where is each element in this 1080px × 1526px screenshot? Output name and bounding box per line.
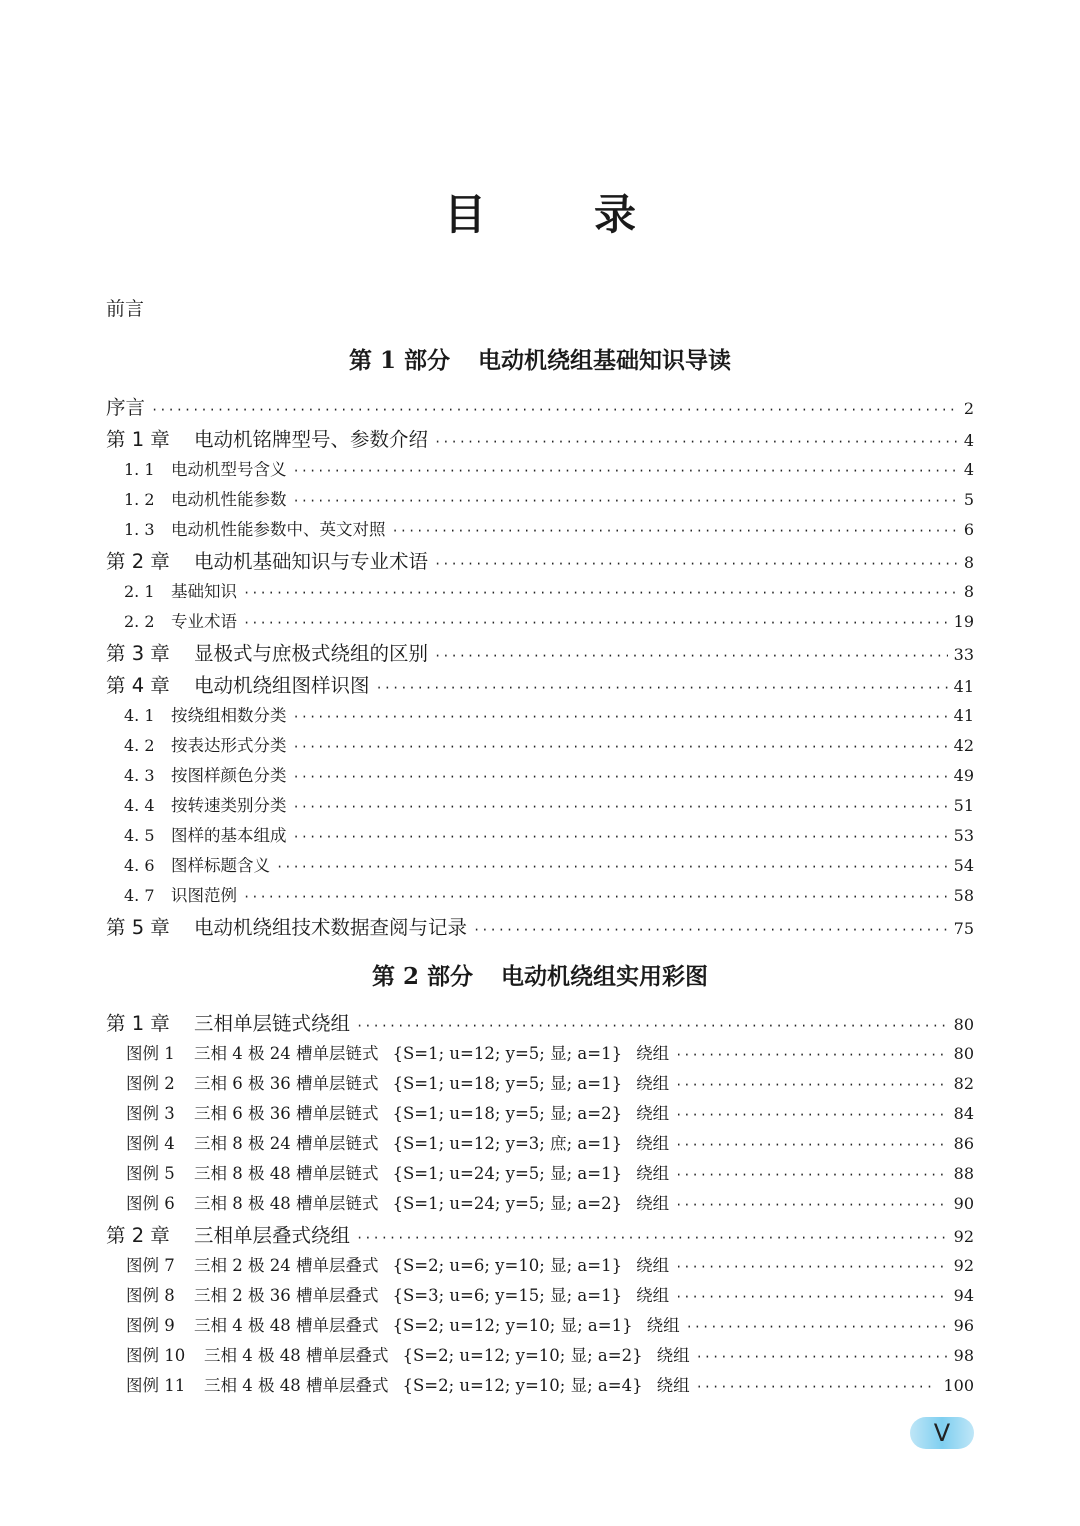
page-number: 94 (953, 1286, 974, 1305)
section-title: 基础知识 (171, 582, 237, 601)
toc-section-row[interactable] (106, 456, 974, 486)
example-title: 三相 8 极 24 槽单层链式 (194, 1134, 379, 1153)
page-number: 33 (953, 645, 974, 664)
toc-part-1 (106, 392, 974, 944)
toc-chapter-row[interactable] (106, 638, 974, 670)
page-number: 4 (963, 431, 974, 450)
chapter-number: 第 2 章 (106, 550, 170, 573)
dot-leader (675, 1198, 948, 1212)
example-number: 图例 1 (126, 1044, 175, 1063)
dot-leader (356, 1231, 948, 1245)
toc-entry-label (124, 516, 386, 540)
dot-leader (696, 1380, 938, 1394)
section-title: 按表达形式分类 (171, 736, 287, 755)
dot-leader (434, 435, 958, 449)
page-number: 75 (953, 919, 974, 938)
part-2-title: 电动机绕组实用彩图 (501, 963, 709, 990)
example-params: {S=1; u=12; y=5; 显; a=1} (392, 1044, 623, 1063)
section-number: 4. 3 (124, 766, 155, 785)
dot-leader (243, 616, 948, 630)
toc-entry-label (126, 1190, 669, 1214)
example-title: 三相 4 极 48 槽单层叠式 (204, 1346, 389, 1365)
dot-leader (151, 403, 958, 417)
toc-entry-label (124, 852, 270, 876)
section-title: 电动机性能参数 (171, 490, 287, 509)
chapter-title: 序言 (106, 396, 146, 419)
section-number: 1. 1 (124, 460, 155, 479)
dot-leader (675, 1108, 948, 1122)
toc-example-row[interactable] (106, 1190, 974, 1220)
dot-leader (293, 800, 948, 814)
toc-section-row[interactable] (106, 702, 974, 732)
example-suffix: 绕组 (636, 1256, 670, 1275)
page-number: 54 (953, 856, 974, 875)
page-number: 80 (953, 1015, 974, 1034)
page-number: 5 (963, 490, 974, 509)
chapter-number: 第 4 章 (106, 674, 170, 697)
toc-chapter-row[interactable] (106, 424, 974, 456)
page-number: 80 (953, 1044, 974, 1063)
toc-section-row[interactable] (106, 516, 974, 546)
toc-entry-label (106, 912, 467, 940)
example-suffix: 绕组 (656, 1376, 690, 1395)
example-title: 三相 4 极 48 槽单层叠式 (204, 1376, 389, 1395)
section-title: 按图样颜色分类 (171, 766, 287, 785)
example-title: 三相 6 极 36 槽单层链式 (194, 1074, 379, 1093)
page-number: 100 (943, 1376, 974, 1395)
dot-leader (276, 860, 948, 874)
section-title: 按转速类别分类 (171, 796, 287, 815)
toc-entry-label (126, 1342, 690, 1366)
example-title: 三相 6 极 36 槽单层链式 (194, 1104, 379, 1123)
dot-leader (293, 464, 958, 478)
dot-leader (675, 1078, 948, 1092)
chapter-title: 电动机基础知识与专业术语 (194, 550, 429, 573)
chapter-title: 显极式与庶极式绕组的区别 (194, 642, 429, 665)
example-suffix: 绕组 (636, 1044, 670, 1063)
page-number: 53 (953, 826, 974, 845)
toc-entry-label (106, 670, 370, 698)
page-number: 82 (953, 1074, 974, 1093)
chapter-number: 第 5 章 (106, 916, 170, 939)
toc-example-row[interactable] (106, 1282, 974, 1312)
toc-entry-label (124, 792, 287, 816)
section-number: 4. 1 (124, 706, 155, 725)
page-number: 8 (963, 582, 974, 601)
toc-entry-label (126, 1040, 669, 1064)
part-1-title: 电动机绕组基础知识导读 (478, 347, 732, 374)
toc-entry-label (126, 1282, 669, 1306)
dot-leader (675, 1260, 948, 1274)
example-params: {S=2; u=12; y=10; 显; a=4} (402, 1376, 643, 1395)
page-title (0, 182, 1080, 242)
example-suffix: 绕组 (636, 1074, 670, 1093)
example-params: {S=1; u=18; y=5; 显; a=1} (392, 1074, 623, 1093)
toc-example-row[interactable] (106, 1342, 974, 1372)
toc-example-row[interactable] (106, 1312, 974, 1342)
title-char-2: 录 (594, 190, 637, 239)
example-suffix: 绕组 (656, 1346, 690, 1365)
section-number: 4. 5 (124, 826, 155, 845)
chapter-title: 三相单层叠式绕组 (194, 1224, 351, 1247)
toc-entry-label (106, 546, 428, 574)
toc-entry-label (124, 762, 287, 786)
example-suffix: 绕组 (636, 1164, 670, 1183)
page-number: 41 (953, 677, 974, 696)
example-title: 三相 2 极 24 槽单层叠式 (194, 1256, 379, 1275)
example-number: 图例 5 (126, 1164, 175, 1183)
example-params: {S=1; u=24; y=5; 显; a=1} (392, 1164, 623, 1183)
example-params: {S=1; u=12; y=3; 庶; a=1} (392, 1134, 623, 1153)
chapter-number: 第 1 章 (106, 1012, 170, 1035)
toc-entry-label (106, 1220, 350, 1248)
chapter-title: 三相单层链式绕组 (194, 1012, 351, 1035)
section-title: 识图范例 (171, 886, 237, 905)
chapter-number: 第 3 章 (106, 642, 170, 665)
toc-example-row[interactable] (106, 1100, 974, 1130)
example-number: 图例 6 (126, 1194, 175, 1213)
toc-entry-label (126, 1372, 690, 1396)
toc-entry-label (124, 486, 287, 510)
example-suffix: 绕组 (636, 1104, 670, 1123)
page-number: 92 (953, 1227, 974, 1246)
dot-leader (293, 710, 948, 724)
dot-leader (293, 830, 948, 844)
toc-example-row[interactable] (106, 1130, 974, 1160)
dot-leader (675, 1168, 948, 1182)
toc-entry-label (124, 578, 237, 602)
dot-leader (434, 557, 958, 571)
dot-leader (675, 1138, 948, 1152)
toc-entry-label (126, 1070, 669, 1094)
dot-leader (696, 1350, 948, 1364)
toc-section-row[interactable] (106, 822, 974, 852)
page-number: 41 (953, 706, 974, 725)
toc-entry-label (126, 1160, 669, 1184)
section-number: 4. 7 (124, 886, 155, 905)
section-number: 4. 6 (124, 856, 155, 875)
example-title: 三相 4 极 48 槽单层叠式 (194, 1316, 379, 1335)
toc-entry-label (124, 882, 237, 906)
example-suffix: 绕组 (646, 1316, 680, 1335)
dot-leader (434, 649, 948, 663)
dot-leader (293, 740, 948, 754)
page-number: 2 (963, 399, 974, 418)
section-number: 2. 2 (124, 612, 155, 631)
example-params: {S=3; u=6; y=15; 显; a=1} (392, 1286, 623, 1305)
example-params: {S=1; u=18; y=5; 显; a=2} (392, 1104, 623, 1123)
section-title: 图样标题含义 (171, 856, 270, 875)
toc-example-row[interactable] (106, 1160, 974, 1190)
example-params: {S=2; u=12; y=10; 显; a=1} (392, 1316, 633, 1335)
example-number: 图例 11 (126, 1376, 186, 1395)
toc-section-row[interactable] (106, 578, 974, 608)
toc-section-row[interactable] (106, 852, 974, 882)
toc-section-row[interactable] (106, 732, 974, 762)
toc-entry-label (106, 638, 428, 666)
toc-entry-label (106, 1008, 350, 1036)
dot-leader (376, 681, 948, 695)
example-number: 图例 9 (126, 1316, 175, 1335)
example-title: 三相 8 极 48 槽单层链式 (194, 1164, 379, 1183)
dot-leader (356, 1019, 948, 1033)
page-number: 84 (953, 1104, 974, 1123)
toc-entry-label (126, 1312, 680, 1336)
toc-chapter-row[interactable] (106, 912, 974, 944)
dot-leader (293, 494, 958, 508)
section-number: 1. 2 (124, 490, 155, 509)
toc-entry-label (126, 1252, 669, 1276)
dot-leader (675, 1290, 948, 1304)
toc-section-row[interactable] (106, 608, 974, 638)
toc-chapter-row[interactable] (106, 392, 974, 424)
toc-preface[interactable]: 前言 (106, 298, 145, 320)
toc-section-row[interactable] (106, 882, 974, 912)
example-params: {S=1; u=24; y=5; 显; a=2} (392, 1194, 623, 1213)
toc-section-row[interactable] (106, 792, 974, 822)
page-number: 4 (963, 460, 974, 479)
toc-chapter-row[interactable] (106, 546, 974, 578)
toc-entry-label (124, 608, 237, 632)
page-number: 19 (953, 612, 974, 631)
toc-chapter-row[interactable] (106, 1008, 974, 1040)
example-number: 图例 2 (126, 1074, 175, 1093)
dot-leader (675, 1048, 948, 1062)
example-params: {S=2; u=12; y=10; 显; a=2} (402, 1346, 643, 1365)
page-number: 88 (953, 1164, 974, 1183)
example-number: 图例 7 (126, 1256, 175, 1275)
example-number: 图例 8 (126, 1286, 175, 1305)
toc-entry-label (126, 1100, 669, 1124)
toc-example-row[interactable] (106, 1070, 974, 1100)
example-suffix: 绕组 (636, 1194, 670, 1213)
section-title: 按绕组相数分类 (171, 706, 287, 725)
chapter-title: 电动机绕组图样识图 (194, 674, 370, 697)
chapter-title: 电动机铭牌型号、参数介绍 (194, 428, 429, 451)
toc-example-row[interactable] (106, 1040, 974, 1070)
page-number: 6 (963, 520, 974, 539)
toc-chapter-row[interactable] (106, 1220, 974, 1252)
page-number: 90 (953, 1194, 974, 1213)
page-number: 49 (953, 766, 974, 785)
example-number: 图例 10 (126, 1346, 186, 1365)
example-suffix: 绕组 (636, 1286, 670, 1305)
toc-entry-label (106, 392, 145, 420)
page-number: 8 (963, 553, 974, 572)
example-suffix: 绕组 (636, 1134, 670, 1153)
page-number: 96 (953, 1316, 974, 1335)
example-number: 图例 4 (126, 1134, 175, 1153)
toc-entry-label (124, 732, 287, 756)
toc-chapter-row[interactable] (106, 670, 974, 702)
page-number: 92 (953, 1256, 974, 1275)
chapter-number: 第 1 章 (106, 428, 170, 451)
dot-leader (293, 770, 948, 784)
dot-leader (392, 524, 958, 538)
toc-section-row[interactable] (106, 486, 974, 516)
section-title: 电动机型号含义 (171, 460, 287, 479)
page-number: 58 (953, 886, 974, 905)
toc-part-2 (106, 1008, 974, 1402)
chapter-number: 第 2 章 (106, 1224, 170, 1247)
page-number-badge: V (910, 1417, 974, 1449)
example-title: 三相 8 极 48 槽单层链式 (194, 1194, 379, 1213)
section-number: 4. 2 (124, 736, 155, 755)
section-title: 电动机性能参数中、英文对照 (171, 520, 386, 539)
section-number: 1. 3 (124, 520, 155, 539)
dot-leader (243, 586, 958, 600)
part-2-number: 第 2 部分 (371, 963, 474, 990)
example-params: {S=2; u=6; y=10; 显; a=1} (392, 1256, 623, 1275)
toc-entry-label (124, 702, 287, 726)
example-number: 图例 3 (126, 1104, 175, 1123)
dot-leader (686, 1320, 948, 1334)
dot-leader (243, 890, 948, 904)
example-title: 三相 4 极 24 槽单层链式 (194, 1044, 379, 1063)
toc-section-row[interactable] (106, 762, 974, 792)
page-number: 51 (953, 796, 974, 815)
toc-entry-label (106, 424, 428, 452)
title-char-1: 目 (443, 190, 486, 239)
toc-entry-label (124, 822, 287, 846)
part-2-heading (0, 958, 1080, 991)
section-number: 4. 4 (124, 796, 155, 815)
section-title: 专业术语 (171, 612, 237, 631)
section-title: 图样的基本组成 (171, 826, 287, 845)
toc-example-row[interactable] (106, 1252, 974, 1282)
toc-example-row[interactable] (106, 1372, 974, 1402)
page-number: 86 (953, 1134, 974, 1153)
chapter-title: 电动机绕组技术数据查阅与记录 (194, 916, 468, 939)
part-1-number: 第 1 部分 (348, 347, 451, 374)
section-number: 2. 1 (124, 582, 155, 601)
dot-leader (473, 923, 948, 937)
toc-entry-label (124, 456, 287, 480)
page-number: 98 (953, 1346, 974, 1365)
part-1-heading (0, 342, 1080, 375)
example-title: 三相 2 极 36 槽单层叠式 (194, 1286, 379, 1305)
page-number: 42 (953, 736, 974, 755)
toc-entry-label (126, 1130, 669, 1154)
